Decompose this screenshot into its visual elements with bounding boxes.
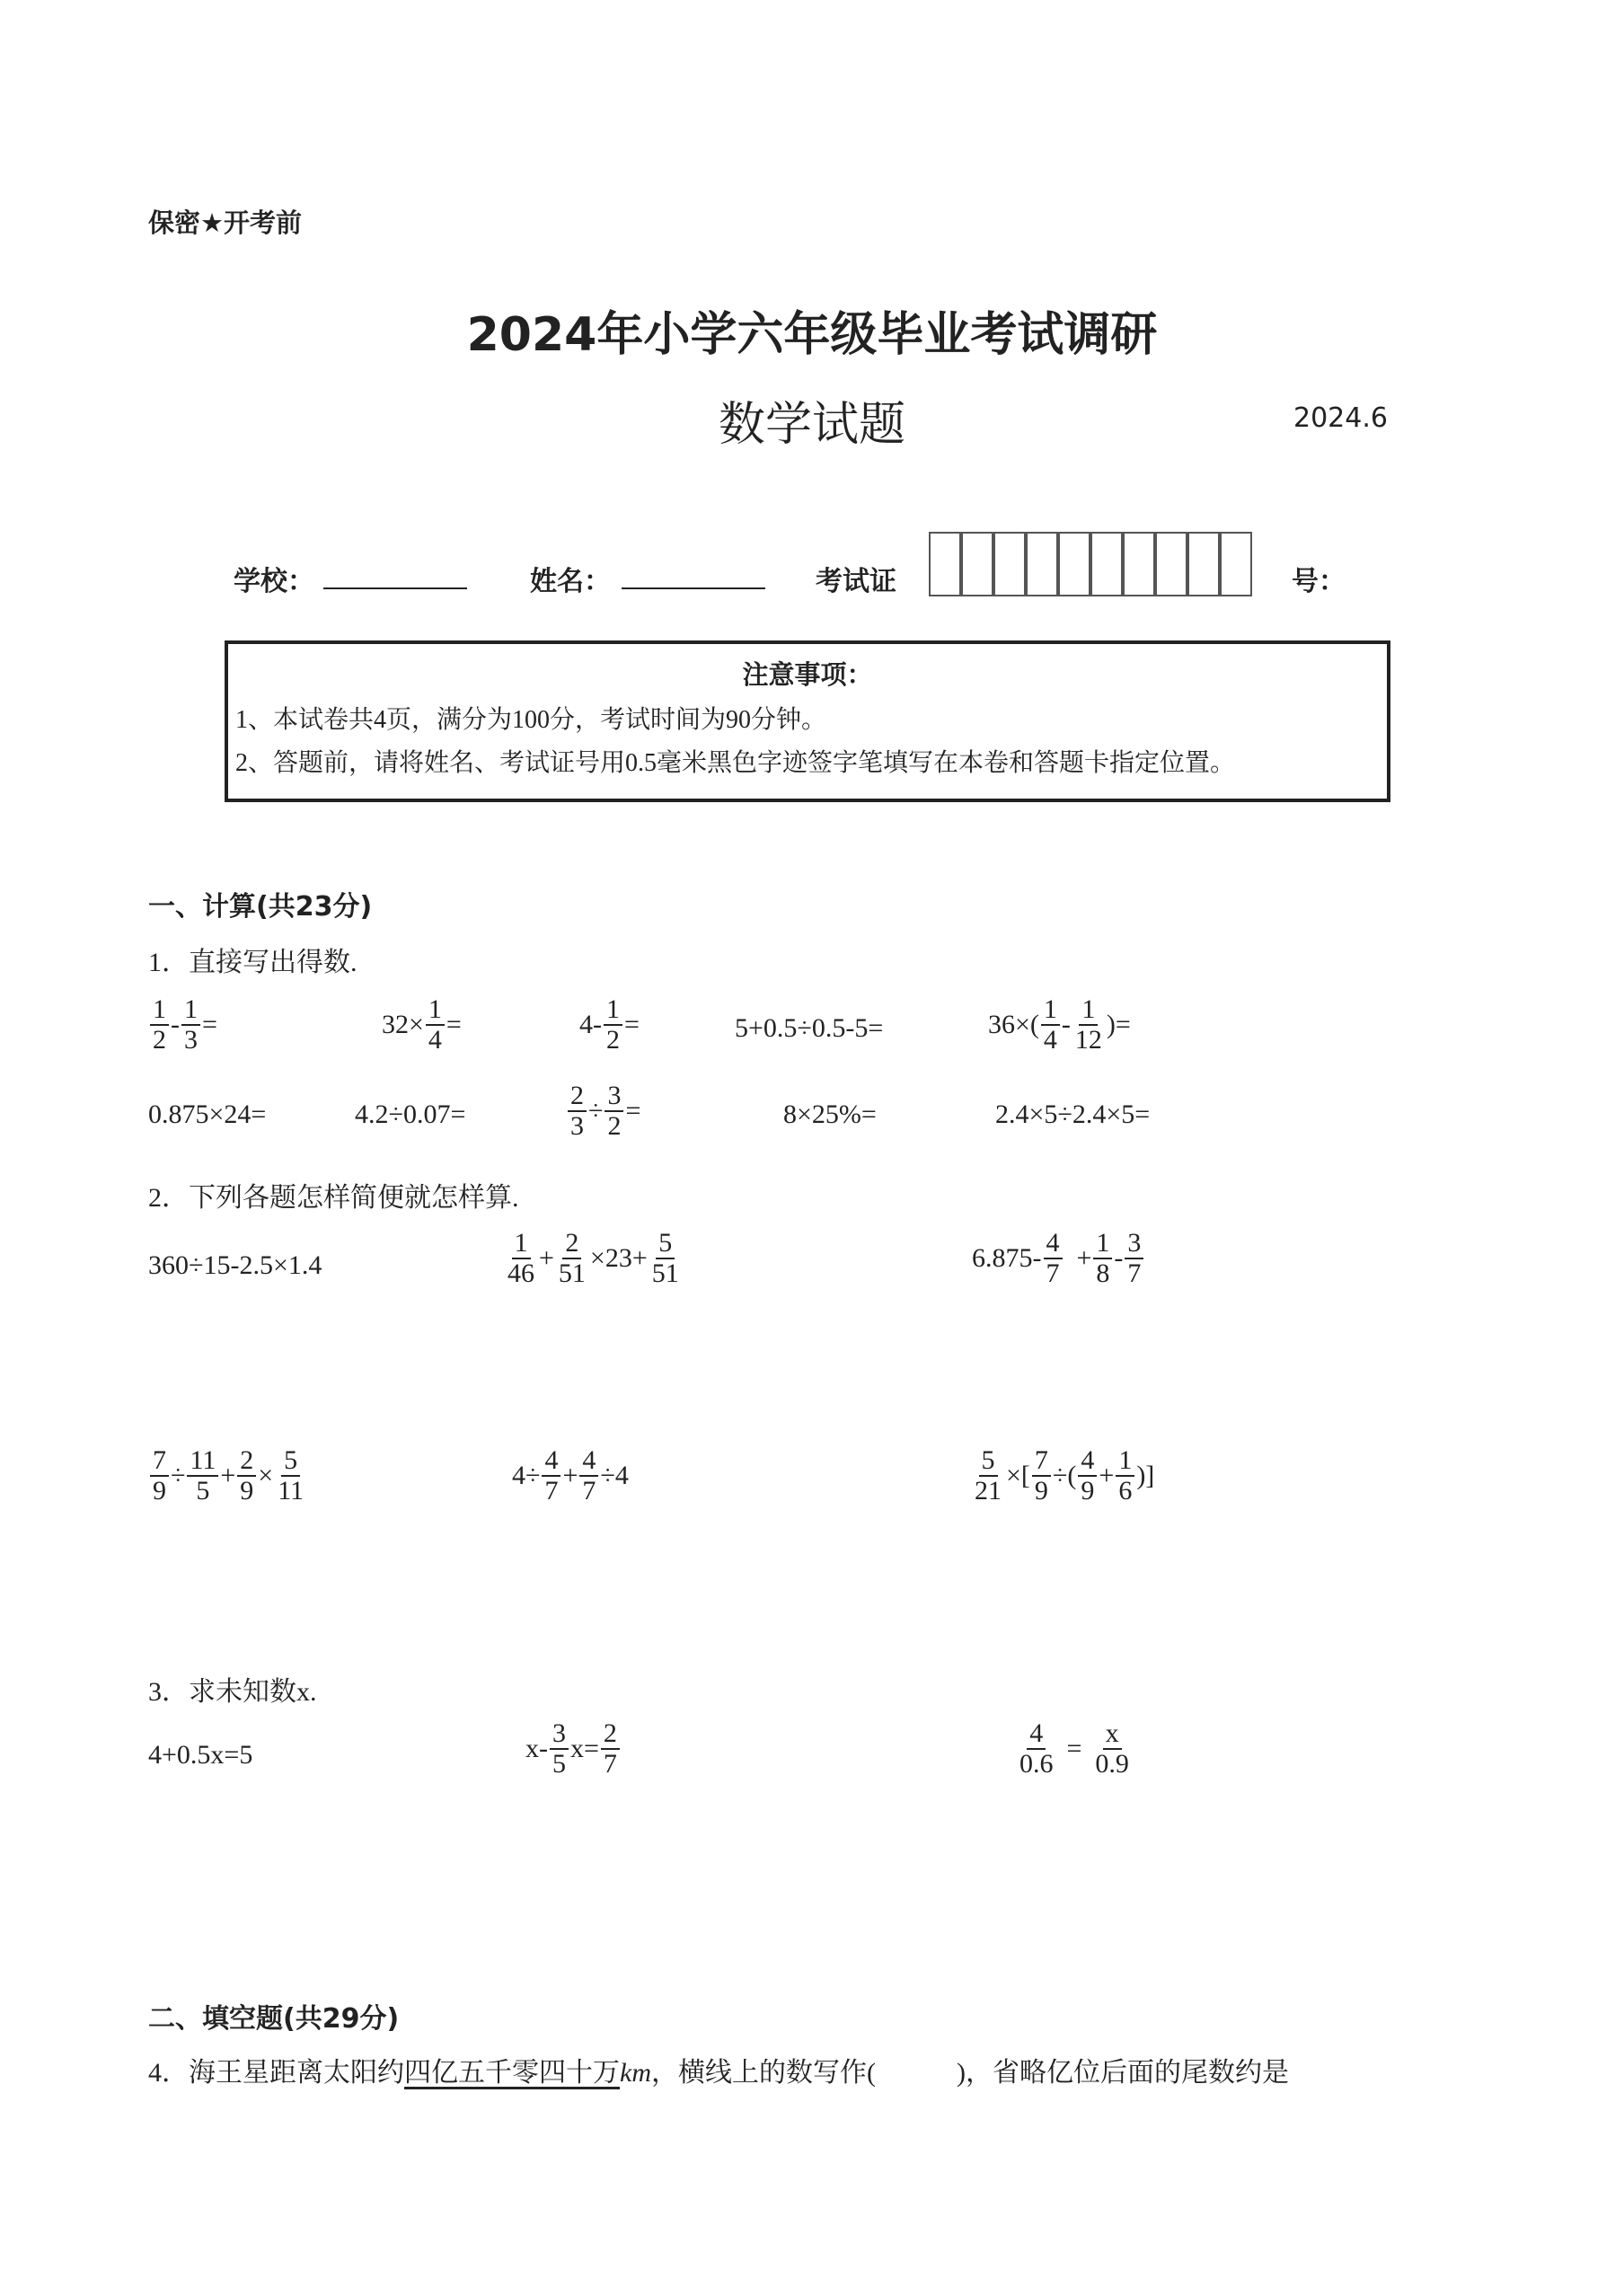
exam-id-label: 考试证 xyxy=(816,566,896,597)
question-1: 1．直接写出得数. xyxy=(148,948,357,977)
number-label: 号： xyxy=(1292,566,1346,597)
q3-expr-a: 4+0.5x=5 xyxy=(148,1740,253,1770)
q2-expr-e: 4÷ $\frac{4}{7}$ + $\frac{4}{7}$ ÷4 xyxy=(512,1445,629,1506)
notice-line-2: 2、答题前，请将姓名、考试证号用0.5毫米黑色字迹签字笔填写在本卷和答题卡指定位置。 xyxy=(235,749,1236,777)
notice-title: 注意事项： xyxy=(742,659,873,690)
exam-title: 2024年小学六年级毕业考试调研 xyxy=(466,308,1158,362)
confidential-mark: 保密★开考前 xyxy=(148,208,302,238)
q4-unit: km xyxy=(620,2058,651,2088)
q1-expr-b: 32× $\frac{1}{4}$ = xyxy=(382,994,462,1055)
q3-expr-b: x- $\frac{3}{5}$ x= $\frac{2}{7}$ xyxy=(525,1719,622,1778)
q1-expr-c: 4- $\frac{1}{2}$ = xyxy=(579,994,640,1055)
school-blank[interactable] xyxy=(323,587,467,589)
q4-underlined-number: 四亿五千零四十万 xyxy=(404,2058,620,2088)
notice-box xyxy=(225,640,1390,802)
name-blank[interactable] xyxy=(622,587,765,589)
question-3: 3．求未知数x. xyxy=(148,1677,317,1707)
q2-expr-a: 360÷15-2.5×1.4 xyxy=(148,1250,322,1280)
q2-expr-b: $\frac{1}{46}$ + $\frac{2}{51}$ ×23+ $\frac{5}{51}$ xyxy=(508,1228,679,1288)
section-1-heading: 一、计算(共23分) xyxy=(148,891,373,923)
q1-expr-a: $\frac{1}{2}$ - $\frac{1}{3}$ = xyxy=(148,995,217,1054)
exam-id-box[interactable] xyxy=(1058,532,1090,596)
q4-text-pre: 4．海王星距离太阳约 xyxy=(148,2058,404,2088)
name-label: 姓名： xyxy=(530,566,611,597)
q1-expr-f: 0.875×24= xyxy=(148,1099,267,1129)
school-label: 学校： xyxy=(234,566,314,597)
q2-expr-c: 6.875- $\frac{4}{7}$ + $\frac{1}{8}$ - $\frac{3}{7}$ xyxy=(972,1229,1145,1287)
exam-id-box[interactable] xyxy=(1187,532,1220,596)
exam-subtitle: 数学试题 xyxy=(718,398,905,452)
q1-expr-e: 36×( $\frac{1}{4}$ - $\frac{1}{12}$ )= xyxy=(988,994,1131,1055)
exam-id-box[interactable] xyxy=(961,532,993,596)
exam-id-box[interactable] xyxy=(929,532,961,596)
exam-id-box[interactable] xyxy=(1026,532,1058,596)
q2-expr-d: $\frac{7}{9}$ ÷ $\frac{11}{5}$ + $\frac{2}{9}$ × $\frac{5}{11}$ xyxy=(148,1446,308,1505)
q1-expr-i: 8×25%= xyxy=(783,1099,877,1129)
exam-id-box[interactable] xyxy=(993,532,1026,596)
q3-expr-c: $\frac{4}{0.6}$ = $\frac{x}{0.9}$ xyxy=(1019,1718,1129,1779)
section-2-heading: 二、填空题(共29分) xyxy=(148,2003,400,2035)
exam-id-box[interactable] xyxy=(1220,532,1252,596)
q1-expr-j: 2.4×5÷2.4×5= xyxy=(995,1099,1151,1129)
q1-expr-h: $\frac{2}{3}$ ÷ $\frac{3}{2}$ = xyxy=(566,1082,640,1140)
exam-id-box[interactable] xyxy=(1123,532,1155,596)
q4-text-post: ，横线上的数写作( )，省略亿位后面的尾数约是 xyxy=(650,2058,1289,2088)
exam-date: 2024.6 xyxy=(1293,402,1388,434)
question-4 xyxy=(148,2050,1289,2089)
q2-expr-f: $\frac{5}{21}$ ×[ $\frac{7}{9}$ ÷( $\frac{4}{9}$ + $\frac{1}{6}$ )] xyxy=(975,1445,1155,1506)
question-2: 2．下列各题怎样简便就怎样算. xyxy=(148,1183,519,1213)
exam-id-box[interactable] xyxy=(1090,532,1123,596)
q1-expr-d: 5+0.5÷0.5-5= xyxy=(735,1013,884,1043)
q1-expr-g: 4.2÷0.07= xyxy=(355,1099,466,1129)
exam-id-box[interactable] xyxy=(1155,532,1187,596)
notice-line-1: 1、本试卷共4页，满分为100分，考试时间为90分钟。 xyxy=(235,706,827,734)
